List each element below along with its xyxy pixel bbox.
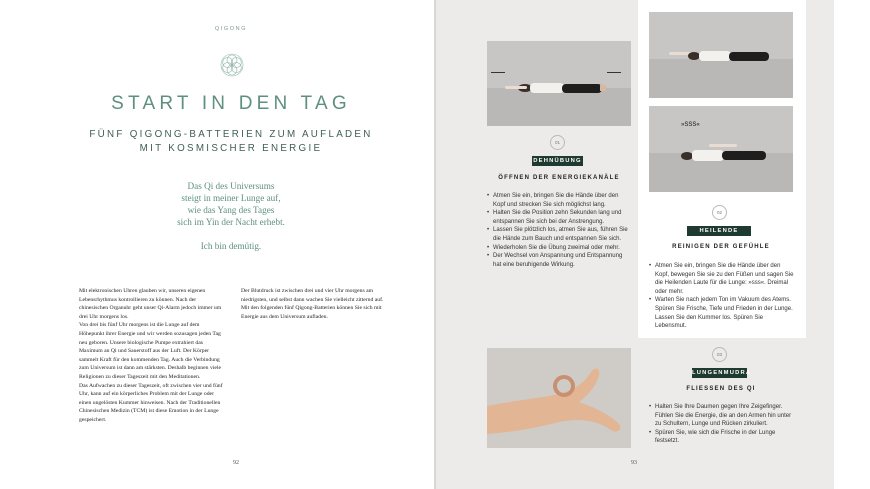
list-item: • Spüren Sie, wie sich die Frische in der Lunge festsetzt. bbox=[649, 429, 795, 446]
list-item: • Halten Sie Ihre Daumen gegen Ihre Zeigefinger. Fühlen Sie die Energie, die an den Armen hin unter zu Schultern, Lunge und Rücken zirkuliert. bbox=[649, 403, 795, 429]
step-number-badge: 01 bbox=[550, 135, 565, 150]
page-title: START IN DEN TAG bbox=[111, 93, 351, 114]
exercise-badge: HEILENDE KLÄNGE bbox=[687, 226, 751, 236]
exercise-steps bbox=[649, 262, 794, 331]
photo-arms-overhead bbox=[649, 12, 793, 98]
list-item: • Halten Sie die Position zehn Sekunden lang und entspannen Sie sich bei der Anstrengung. bbox=[487, 209, 631, 226]
sound-label: »SSS« bbox=[681, 122, 700, 128]
poem-line: steigt in meiner Lunge auf, bbox=[181, 193, 281, 203]
chapter-kicker: QIGONG bbox=[214, 26, 248, 32]
photo-stretching bbox=[487, 41, 631, 126]
body-text-column-1: Mit elektronischen Uhren glauben wir, unseren eigenen Lebensrhythmus kontrollieren zu können. Nach der chinesischen Organuhr geht unser Qi-Alarm jedoch immer um drei Uhr morgens los. Von drei bis fünf Uhr morgens ist die Lunge auf dem Höhepunkt ihrer Energie und wir werden sozusagen jeden Tag neu geboren. Unsere biologische Pumpe extrahiert das Maximum an Qi und Sauerstoff aus der Luft. Der Körper sammelt Kraft für den kommenden Tag. Auch die Verbindung zum Universum ist dann am stärksten. Deshalb beginnen viele Religionen zu dieser Tageszeit mit den Meditationen. Das Aufwachen zu dieser Tageszeit, oft zwischen vier und fünf Uhr, kann auf ein körperliches Problem mit der Lunge oder einen ungelösten Kummer hinweisen. Nach der Traditionellen Chinesischen Medizin (TCM) ist diese Emotion in der Lunge gespeichert. bbox=[79, 288, 223, 423]
list-item: • Atmen Sie ein, bringen Sie die Hände über den Kopf und strecken Sie sich möglichst lang. bbox=[487, 192, 631, 209]
step-number-badge: 02 bbox=[712, 205, 727, 220]
photo-healing-sound bbox=[649, 106, 793, 192]
list-item: • Lassen Sie plötzlich los, atmen Sie aus, führen Sie die Hände zum Bauch und entspannen Sie sich. bbox=[487, 226, 631, 243]
page-number-left: 92 bbox=[233, 460, 239, 466]
body-text-column-2: Der Blutdruck ist zwischen drei und vier Uhr morgens am niedrigsten, und selbst dann wachen Sie vielleicht zitternd auf. Mit den folgenden fünf Qigong-Batterien können Sie sich mit Energie aus dem Universum aufladen. bbox=[241, 288, 384, 320]
list-item: • Atmen Sie ein, bringen Sie die Hände über den Kopf, bewegen Sie sie zu den Füßen und sagen Sie die Heilenden Laute für die Lunge: »sss«. Dreimal oder mehr. bbox=[649, 262, 794, 296]
exercise-subtitle: FLIESSEN DES QI bbox=[686, 386, 756, 392]
exercise-steps bbox=[649, 403, 795, 446]
flower-of-life-icon bbox=[219, 52, 245, 78]
poem-line: Das Qi des Universums bbox=[187, 181, 275, 191]
poem-line: wie das Yang des Tages bbox=[187, 205, 275, 215]
list-item: • Wiederholen Sie die Übung zweimal oder mehr. bbox=[487, 244, 631, 253]
page-number-right: 93 bbox=[631, 460, 637, 466]
exercise-badge: LUNGENMUDRA bbox=[692, 370, 752, 376]
outer-margin bbox=[834, 0, 870, 489]
subtitle-line: MIT KOSMISCHER ENERGIE bbox=[139, 143, 323, 154]
poem-closing-line: Ich bin demütig. bbox=[200, 241, 262, 251]
step-number-badge: 03 bbox=[712, 347, 727, 362]
exercise-steps bbox=[487, 192, 631, 269]
photo-lung-mudra bbox=[487, 348, 631, 448]
poem bbox=[0, 180, 462, 252]
subtitle-line: FÜNF QIGONG-BATTERIEN ZUM AUFLADEN bbox=[89, 129, 373, 140]
page-subtitle bbox=[0, 128, 462, 156]
list-item: • Der Wechsel von Anspannung und Entspannung hat eine beruhigende Wirkung. bbox=[487, 252, 631, 269]
poem-line: sich im Yin der Nacht erhebt. bbox=[177, 217, 285, 227]
exercise-subtitle: ÖFFNEN DER ENERGIEKANÄLE bbox=[498, 175, 620, 181]
exercise-badge: DEHNÜBUNG bbox=[533, 158, 582, 164]
exercise-subtitle: REINIGEN DER GEFÜHLE bbox=[672, 244, 770, 250]
list-item: • Warten Sie nach jedem Ton im Vakuum des Atems. Spüren Sie Frische, Tiefe und Frieden in der Lunge. Lassen Sie den Kummer los. Spüren Sie Lebensmut. bbox=[649, 296, 794, 330]
